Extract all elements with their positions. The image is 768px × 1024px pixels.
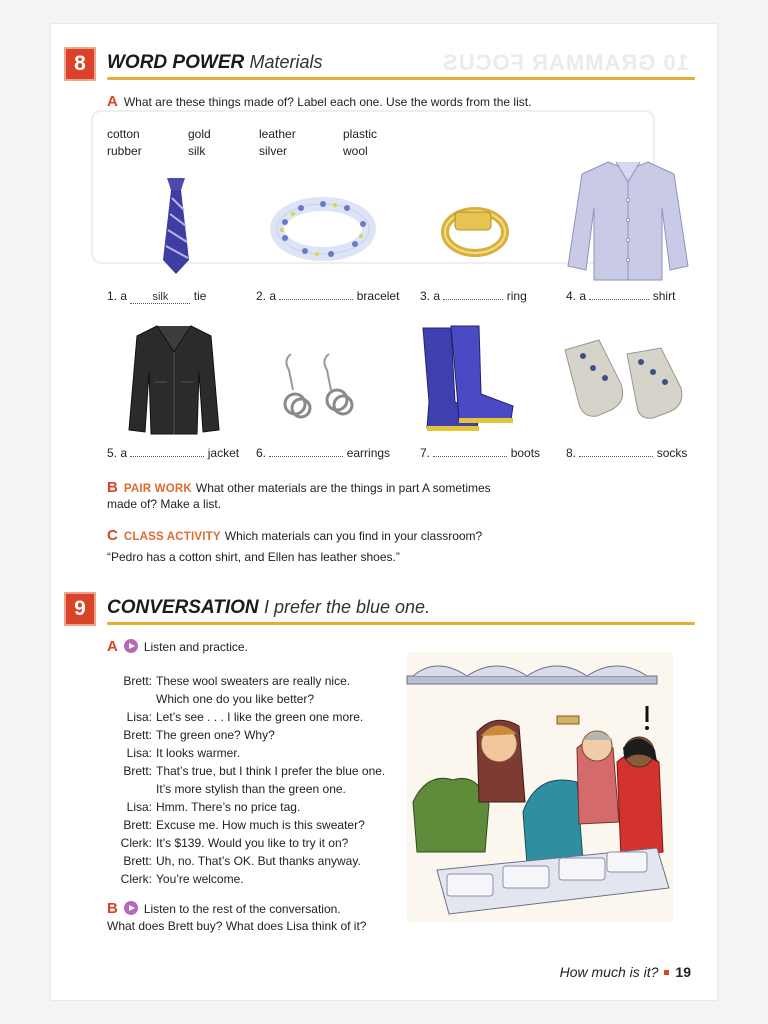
page-number: 19 [675, 964, 691, 980]
word-wool: wool [343, 144, 368, 158]
dialogue-line: Brett: The green one? Why? [123, 728, 275, 742]
item-3-label: 3. a ring [420, 289, 527, 303]
dialogue-line: Lisa: It looks warmer. [126, 746, 241, 760]
word-leather: leather [259, 127, 296, 141]
dialogue-line: Brett: Uh, no. That’s OK. But thanks anyway. [123, 854, 361, 868]
item-2-answer[interactable] [279, 299, 353, 300]
jacket-image [127, 322, 221, 436]
item-6-label: 6. earrings [256, 446, 391, 460]
item-8-label: 8. socks [566, 446, 688, 460]
dialogue-line: It’s more stylish than the green one. [156, 782, 346, 796]
item-5-label: 5. a jacket [107, 446, 240, 460]
dialogue-line: Brett: That’s true, but I think I prefer the blue one. [123, 764, 386, 778]
item-5-answer[interactable] [130, 456, 204, 457]
boots-image [417, 322, 521, 436]
conversation-part-b: B Listen to the rest of the conversation. [107, 900, 341, 917]
dialogue-line: Clerk: It’s $139. Would you like to try it on? [120, 836, 349, 850]
item-7-label: 7. boots [420, 446, 541, 460]
part-b-text-2: made of? Make a list. [107, 497, 222, 511]
dialogue-line: Which one do you like better? [156, 692, 315, 706]
section-8-title: WORD POWER Materials [107, 52, 323, 73]
item-2-label: 2. a bracelet [256, 289, 400, 303]
earrings-image [273, 350, 363, 422]
shirt-image [566, 156, 690, 284]
section-9-rule [107, 622, 695, 625]
item-1-answer[interactable]: silk [130, 291, 190, 304]
word-rubber: rubber [107, 144, 142, 158]
store-illustration [407, 652, 673, 922]
audio-play-icon-b[interactable] [124, 901, 138, 915]
dialogue-line: Lisa: Let’s see . . . I like the green one more. [126, 710, 364, 724]
section-8-rule [107, 77, 695, 80]
dialogue-line: Brett: Excuse me. How much is this sweater? [123, 818, 365, 832]
word-gold: gold [188, 127, 211, 141]
item-6-answer[interactable] [269, 456, 343, 457]
item-3-answer[interactable] [443, 299, 503, 300]
item-1-label: 1. a silk tie [107, 289, 207, 303]
bleed-through-text: 10 GRAMMAR FOCUS [441, 50, 689, 75]
word-silk: silk [188, 144, 206, 158]
audio-play-icon-a[interactable] [124, 639, 138, 653]
dialogue-line: Brett: These wool sweaters are really nice. [123, 674, 351, 688]
conversation-part-b-2: What does Brett buy? What does Lisa think of it? [107, 919, 367, 933]
part-b-text: B PAIR WORK What other materials are the things in part A sometimes [107, 479, 491, 496]
item-4-answer[interactable] [589, 299, 649, 300]
conversation-part-a: A Listen and practice. [107, 638, 248, 655]
item-7-answer[interactable] [433, 456, 507, 457]
part-a-instruction: A What are these things made of? Label each one. Use the words from the list. [107, 93, 532, 110]
textbook-page [51, 24, 717, 1000]
section-9-title: CONVERSATION I prefer the blue one. [107, 597, 431, 618]
socks-image [561, 334, 695, 422]
ring-image [441, 204, 509, 258]
section-9-badge: 9 [64, 592, 96, 626]
section-8-badge: 8 [64, 47, 96, 81]
dialogue-line: Lisa: Hmm. There’s no price tag. [126, 800, 301, 814]
item-8-answer[interactable] [579, 456, 653, 457]
word-silver: silver [259, 144, 288, 158]
tie-image [151, 174, 201, 278]
part-c-text: C CLASS ACTIVITY Which materials can you find in your classroom? [107, 527, 483, 544]
bracelet-image [273, 196, 373, 262]
dialogue-line: Clerk: You’re welcome. [120, 872, 244, 886]
word-plastic: plastic [343, 127, 378, 141]
word-cotton: cotton [107, 127, 140, 141]
part-c-quote: “Pedro has a cotton shirt, and Ellen has leather shoes.” [107, 550, 400, 564]
dialogue [107, 672, 385, 888]
unit-title: How much is it? [559, 964, 659, 980]
item-4-label: 4. a shirt [566, 289, 676, 303]
page-footer [560, 964, 691, 980]
